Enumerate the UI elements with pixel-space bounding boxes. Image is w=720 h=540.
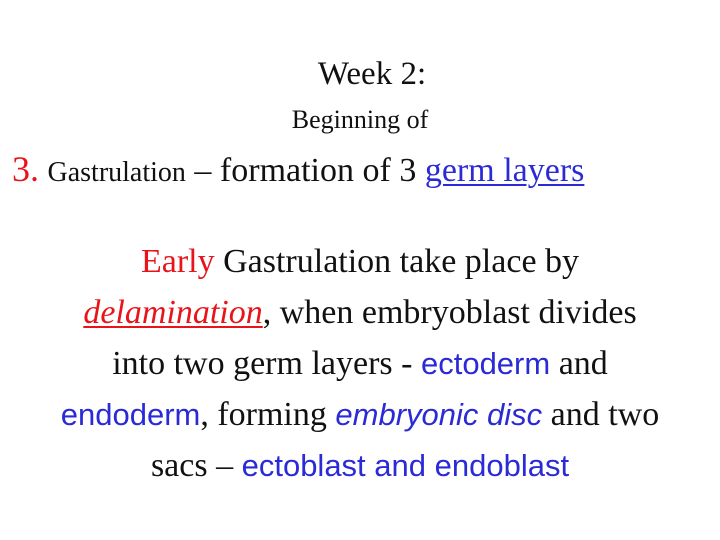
body-text — [0, 236, 720, 491]
delamination-term: delamination — [83, 294, 263, 331]
endoderm-term: endoderm — [60, 397, 201, 432]
heading-term: Gastrulation — [47, 157, 186, 188]
heading-number: 3. — [12, 149, 39, 189]
body-line-2-rest: , when embryoblast divides — [262, 294, 637, 331]
subtitle: Beginning of — [291, 105, 429, 134]
ectoderm-term: ectoderm — [420, 346, 551, 381]
body-line-1-rest: Gastrulation take place by — [214, 243, 580, 280]
heading-line — [12, 147, 712, 195]
early-word: Early — [140, 243, 215, 280]
body-line-3-end: and — [550, 345, 608, 382]
heading-germ-layers: germ layers — [424, 152, 585, 189]
body-line-4-end: and two — [542, 396, 660, 433]
body-line-4 — [0, 389, 720, 440]
ectoblast-endoblast-term: ectoblast and endoblast — [241, 448, 570, 483]
body-line-4-mid: , forming — [200, 396, 336, 433]
heading-rest: – formation of 3 — [185, 152, 425, 189]
body-line-3-start: into two germ layers - — [112, 345, 421, 382]
body-line-5 — [0, 440, 720, 491]
embryonic-disc-term: embryonic disc — [335, 397, 543, 432]
body-line-5-start: sacs – — [150, 447, 242, 484]
week-title: Week 2: — [317, 56, 427, 92]
body-line-2 — [0, 287, 720, 338]
body-line-3 — [0, 338, 720, 389]
body-line-1 — [0, 236, 720, 287]
